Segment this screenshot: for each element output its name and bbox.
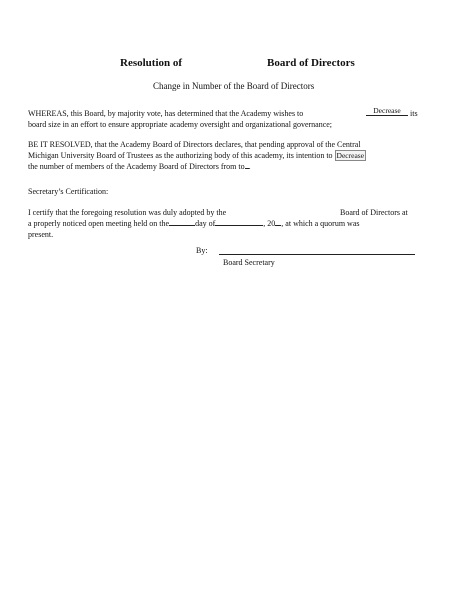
secretary-certification-heading: Secretary’s Certification:: [28, 187, 109, 196]
resolved-line-2-wrap: [28, 150, 366, 161]
meeting-day-field[interactable]: [169, 225, 195, 226]
cert-line-2-wrap: [28, 218, 360, 229]
whereas-line-2: board size in an effort to ensure appropriate academy oversight and organizational governance;: [28, 120, 333, 129]
resolved-line-3-end: .: [248, 162, 251, 171]
resolved-decrease-dropdown[interactable]: Decrease: [336, 151, 365, 160]
board-secretary-caption: Board Secretary: [223, 258, 275, 267]
resolved-line-1: BE IT RESOLVED, that the Academy Board of Directors declares, that pending approval of the Central: [28, 140, 361, 149]
title-resolution-of: Resolution of: [120, 57, 183, 69]
title-board-of-directors: Board of Directors: [267, 57, 355, 69]
board-name-field[interactable]: [186, 70, 262, 71]
cert-line-2d: , at which a quorum was: [281, 219, 360, 228]
meeting-month-field[interactable]: [215, 225, 263, 226]
cert-line-1: I certify that the foregoing resolution was duly adopted by the: [28, 208, 227, 217]
page-subtitle: Change in Number of the Board of Directors: [153, 81, 315, 91]
whereas-line-1-end: its: [410, 109, 418, 118]
cert-line-3: present.: [28, 230, 54, 239]
whereas-line-1: WHEREAS, this Board, by majority vote, has determined that the Academy wishes to: [28, 109, 304, 118]
cert-line-1-end: Board of Directors at: [340, 208, 408, 217]
cert-line-2c: , 20: [263, 219, 276, 228]
whereas-decrease-dropdown[interactable]: Decrease: [366, 106, 408, 116]
resolved-line-3-wrap: [28, 161, 251, 172]
resolved-line-2: Michigan University Board of Trustees as the authorizing body of this academy, its intention to: [28, 151, 333, 160]
resolved-line-3: the number of members of the Academy Board of Directors from to: [28, 162, 245, 171]
cert-board-name-field[interactable]: [271, 216, 335, 217]
cert-line-2b: day of: [195, 219, 216, 228]
by-label: By:: [196, 246, 208, 255]
signature-line[interactable]: [219, 254, 415, 255]
cert-line-2a: a properly noticed open meeting held on the: [28, 219, 170, 228]
